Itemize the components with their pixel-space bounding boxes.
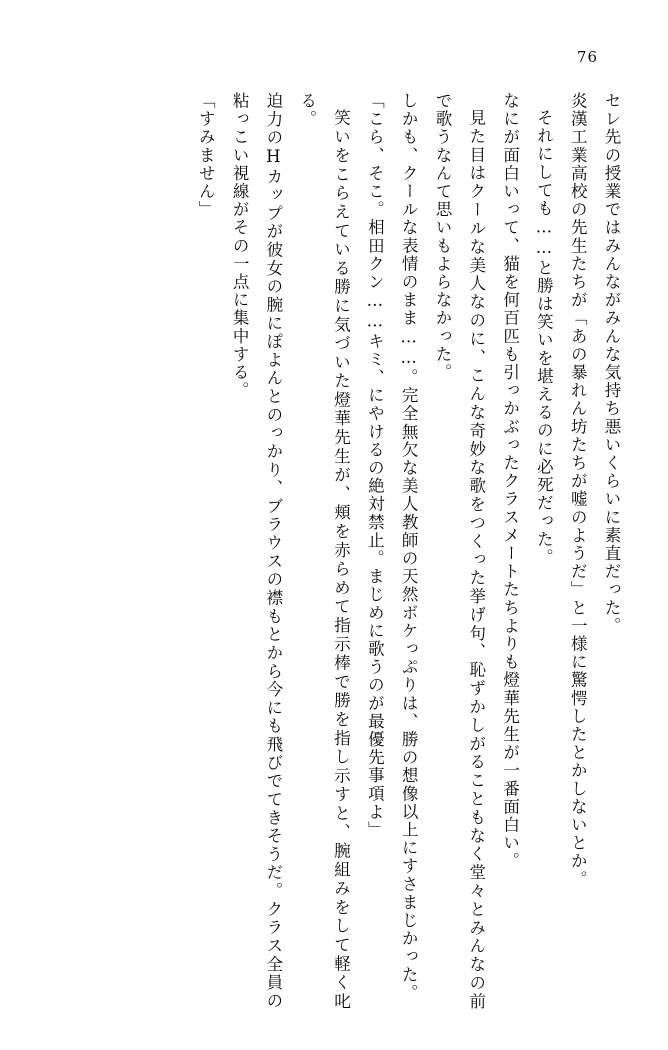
paragraph: セレ先の授業ではみんながみんな気持ち悪いくらいに素直だった。	[602, 92, 621, 635]
paragraph: 「こら、そこ。相田クン……キミ、にやけるの絶対禁止。まじめに歌うのが最優先事項よ」	[365, 92, 385, 840]
page-number: 76	[576, 48, 598, 66]
paragraph: なにが面白いって、猫を何百匹も引っかぶったクラスメートたちよりも燈華先生が一番面白い。	[500, 92, 520, 871]
paragraph: 炎漢工業高校の先生たちが「あの暴れん坊たちが嘘のようだ」と一様に驚愕したとかしないとか。	[568, 92, 588, 889]
paragraph: 迫力のHカップが彼女の腕にぽよんとのっかり、ブラウスの襟もとから今にも飛びでてきそうだ。クラス全員の粘っこい視線がその一点に集中する。	[230, 92, 283, 1010]
paragraph: しかも、クールな表情のまま……。完全無欠な美人教師の天然ボケっぷりは、勝の想像以上にすさまじかった。	[399, 92, 419, 1002]
paragraph: それにしても……と勝は笑いを堪えるのに必死だった。	[534, 108, 554, 566]
paragraph: 「すみません」	[196, 92, 216, 219]
paragraph: 見た目はクールな美人なのに、こんな奇妙な歌をつくった挙げ句、恥ずかしがることもなく堂々とみんなの前で歌うなんて思いもよらなかった。	[432, 92, 486, 1010]
page-body-text	[40, 92, 628, 1010]
paragraph: 笑いをこらえている勝に気づいた燈華先生が、頬を赤らめて指示棒で勝を指し示すと、腕組みをして軽く叱る。	[297, 92, 351, 1010]
